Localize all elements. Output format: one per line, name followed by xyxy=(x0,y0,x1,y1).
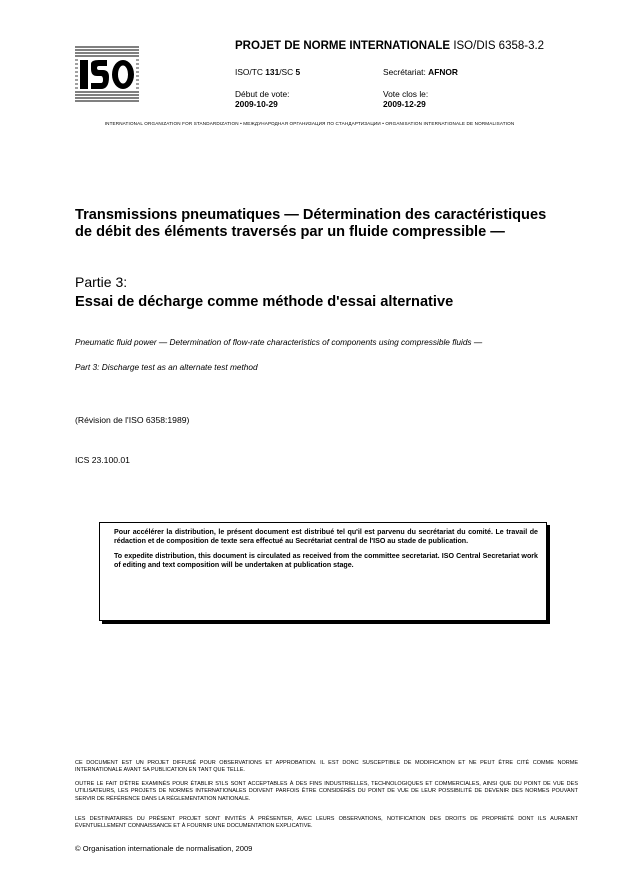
vote-end-date: 2009-12-29 xyxy=(383,99,426,109)
document-number: ISO/DIS 6358-3.2 xyxy=(453,40,545,52)
vote-end: Vote clos le: 2009-12-29 xyxy=(383,89,429,109)
notice-english: To expedite distribution, this document is circulated as received from the committee secretariat. ISO Central Secretariat work of editing and text composition will be undertaken at publication stage. xyxy=(114,551,538,569)
english-title: Pneumatic fluid power — Determination of flow-rate characteristics of components using compressible fluids — xyxy=(75,337,483,347)
footer-paragraph-1: CE DOCUMENT EST UN PROJET DIFFUSÉ POUR OBSERVATIONS ET APPROBATION. IL EST DONC SUSCEPTIBLE DE MODIFICATION ET NE PEUT ÊTRE CITÉ COMME NORME INTERNATIONALE AVANT SA PUBLICATION EN TANT QUE TELLE. xyxy=(75,760,578,774)
footer-paragraph-2: OUTRE LE FAIT D'ÊTRE EXAMINÉS POUR ÉTABLIR S'ILS SONT ACCEPTABLES À DES FINS INDUSTRIELLES, TECHNOLOGIQUES ET COMMERCIALES, AINSI QUE DU POINT DE VUE DES UTILISATEURS, LES PROJETS DE NORMES INTERNATIONALES DOIVENT PARFOIS ÊTRE CONSIDÉRÉS DU POINT DE VUE DE LEUR POSSIBILITÉ DE DEVENIR DES NORMES POUVANT SERVIR DE RÉFÉRENCE DANS LA RÉGLEMENTATION NATIONALE. xyxy=(75,781,578,802)
committee-reference: ISO/TC 131/SC 5 xyxy=(235,67,301,77)
english-part-title: Part 3: Discharge test as an alternate test method xyxy=(75,362,258,372)
vote-start: Début de vote: 2009-10-29 xyxy=(235,89,290,109)
draft-standard-label: PROJET DE NORME INTERNATIONALE xyxy=(235,40,451,52)
document-title: Transmissions pneumatiques — Détermination des caractéristiques de débit des éléments traversés par un fluide compressible — xyxy=(75,207,547,240)
part-title: Essai de décharge comme méthode d'essai alternative xyxy=(75,294,454,310)
vote-start-date: 2009-10-29 xyxy=(235,99,278,109)
copyright: © Organisation internationale de normalisation, 2009 xyxy=(75,844,253,853)
notice-french: Pour accélérer la distribution, le présent document est distribué tel qu'il est parvenu du secrétariat du comité. Le travail de rédaction et de composition de texte sera effectué au Secrétariat central de l'ISO au stade de publication. xyxy=(114,528,538,546)
footer-paragraph-3: LES DESTINATAIRES DU PRÉSENT PROJET SONT INVITÉS À PRÉSENTER, AVEC LEURS OBSERVATIONS, NOTIFICATION DES DROITS DE PROPRIÉTÉ DONT ILS AURAIENT ÉVENTUELLEMENT CONNAISSANCE ET À FOURNIR UNE DOCUMENTATION EXPLICATIVE. xyxy=(75,816,578,830)
document-type-heading xyxy=(235,40,544,52)
secretariat: Secrétariat: AFNOR xyxy=(383,67,458,77)
iso-logo xyxy=(75,46,139,102)
organization-names: INTERNATIONAL ORGANIZATION FOR STANDARDIZATION • МЕЖДУНАРОДНАЯ ОРГАНИЗАЦИЯ ПО СТАНДАРТИЗАЦИИ • ORGANISATION INTERNATIONALE DE NORMALISATION xyxy=(104,121,515,126)
part-label: Partie 3: xyxy=(75,274,128,290)
distribution-notice xyxy=(99,522,547,621)
revision-note: (Révision de l'ISO 6358:1989) xyxy=(75,415,190,425)
ics-code: ICS 23.100.01 xyxy=(75,455,130,465)
